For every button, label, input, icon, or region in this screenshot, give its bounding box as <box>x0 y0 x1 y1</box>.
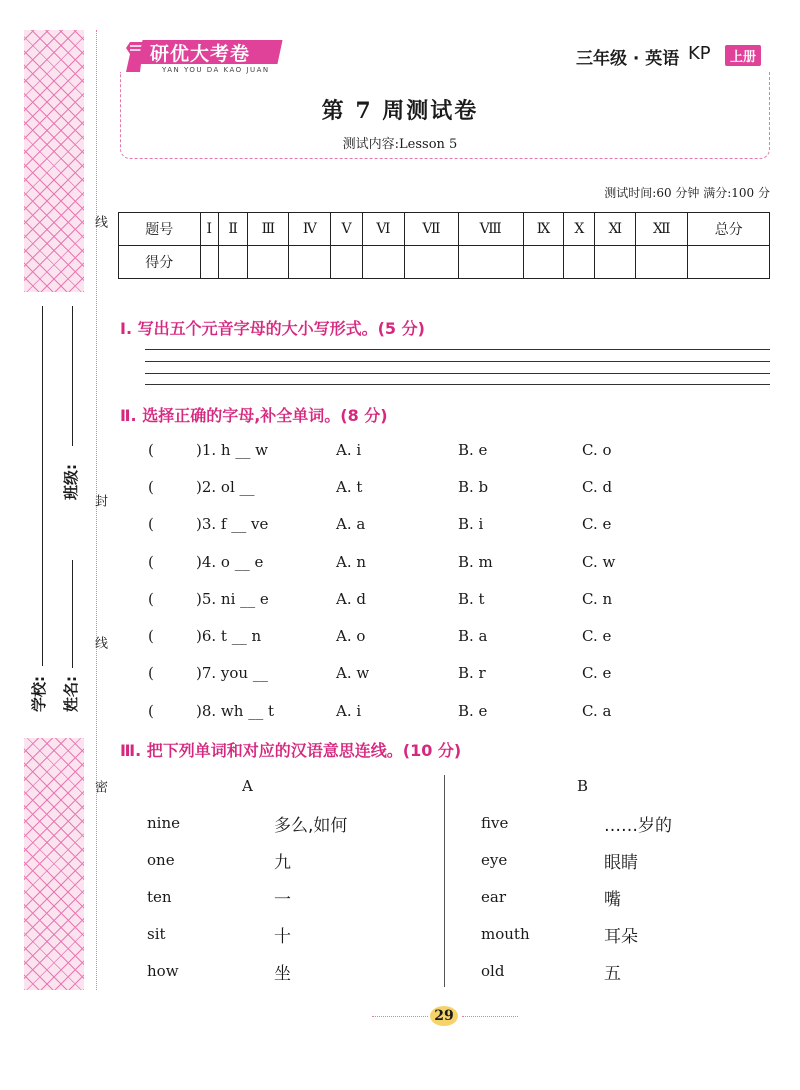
answer-line[interactable] <box>145 349 770 350</box>
section-3-title: Ⅲ. 把下列单词和对应的汉语意思连线。(10 分) <box>120 741 462 760</box>
match-b-meaning[interactable]: 耳朵 <box>604 927 638 947</box>
margin-hatch-bottom <box>24 738 84 990</box>
column-b-label: B <box>577 777 589 795</box>
option-c: C. e <box>582 627 612 645</box>
match-b-word[interactable]: ear <box>481 888 506 906</box>
score-cell[interactable] <box>405 246 459 279</box>
option-c: C. a <box>582 702 612 720</box>
option-a: A. o <box>336 627 366 645</box>
score-cell[interactable] <box>331 246 362 279</box>
col-header: Ⅺ <box>595 213 636 246</box>
test-content: 测试内容:Lesson 5 <box>342 137 458 152</box>
answer-line[interactable] <box>145 361 770 362</box>
question-stem: )4. o __ e <box>196 553 264 571</box>
option-a: A. a <box>336 515 366 533</box>
grade-subject: 三年级 · 英语 <box>576 49 680 69</box>
match-a-meaning[interactable]: 十 <box>274 927 291 947</box>
option-b: B. a <box>458 627 488 645</box>
score-cell[interactable] <box>289 246 331 279</box>
seal-text-xian-top: 线 <box>92 215 107 228</box>
question-stem: )7. you __ <box>196 664 268 682</box>
match-a-word[interactable]: sit <box>147 925 166 943</box>
page-number-line-right <box>462 1016 518 1017</box>
col-header: Ⅴ <box>331 213 362 246</box>
section-1-title: Ⅰ. 写出五个元音字母的大小写形式。(5 分) <box>120 319 425 338</box>
logo-text: 研优大考卷 <box>150 43 251 65</box>
match-b-meaning[interactable]: 嘴 <box>604 890 621 910</box>
page-number: 29 <box>430 1006 458 1026</box>
match-a-word[interactable]: nine <box>147 814 180 832</box>
col-header: Ⅰ <box>200 213 218 246</box>
option-c: C. e <box>582 515 612 533</box>
col-header: Ⅸ <box>523 213 564 246</box>
col-header: Ⅷ <box>458 213 523 246</box>
score-row <box>119 246 770 279</box>
match-a-word[interactable]: one <box>147 851 175 869</box>
match-b-meaning[interactable]: 五 <box>604 964 621 984</box>
option-c: C. w <box>582 553 616 571</box>
match-b-word[interactable]: five <box>481 814 509 832</box>
score-cell[interactable] <box>564 246 595 279</box>
answer-bracket[interactable]: ( <box>148 515 154 533</box>
question-stem: )2. ol __ <box>196 478 255 496</box>
question-stem: )1. h __ w <box>196 441 268 459</box>
binding-dotted-line <box>96 30 97 990</box>
column-divider <box>444 775 445 987</box>
option-b: B. e <box>458 441 488 459</box>
total-score-cell[interactable] <box>688 246 770 279</box>
answer-bracket[interactable]: ( <box>148 441 154 459</box>
class-label: 班级: <box>62 464 80 500</box>
question-stem: )8. wh __ t <box>196 702 274 720</box>
score-cell[interactable] <box>595 246 636 279</box>
answer-bracket[interactable]: ( <box>148 702 154 720</box>
match-a-meaning[interactable]: 多么,如何 <box>274 816 348 836</box>
section-2-title: Ⅱ. 选择正确的字母,补全单词。(8 分) <box>120 406 388 425</box>
name-label: 姓名: <box>62 676 80 712</box>
column-a-label: A <box>242 777 253 795</box>
answer-line[interactable] <box>145 384 770 385</box>
answer-bracket[interactable]: ( <box>148 590 154 608</box>
answer-bracket[interactable]: ( <box>148 664 154 682</box>
row-label: 得分 <box>119 246 201 279</box>
volume-badge: 上册 <box>725 45 761 66</box>
match-b-word[interactable]: eye <box>481 851 508 869</box>
option-b: B. t <box>458 590 485 608</box>
option-c: C. n <box>582 590 613 608</box>
match-b-meaning[interactable]: 眼睛 <box>604 853 638 873</box>
seal-text-mi: 密 <box>92 780 107 793</box>
score-cell[interactable] <box>200 246 218 279</box>
option-a: A. n <box>336 553 367 571</box>
option-a: A. d <box>336 590 366 608</box>
col-header: Ⅵ <box>362 213 404 246</box>
score-cell[interactable] <box>523 246 564 279</box>
col-header: Ⅹ <box>564 213 595 246</box>
option-b: B. m <box>458 553 493 571</box>
seal-text-xian-mid: 线 <box>92 636 107 649</box>
school-label: 学校: <box>30 676 48 712</box>
page-title: 第 7 周测试卷 <box>321 98 479 124</box>
answer-bracket[interactable]: ( <box>148 478 154 496</box>
option-b: B. e <box>458 702 488 720</box>
col-header: Ⅲ <box>248 213 289 246</box>
question-stem: )5. ni __ e <box>196 590 269 608</box>
score-cell[interactable] <box>458 246 523 279</box>
option-a: A. i <box>336 702 362 720</box>
match-a-word[interactable]: ten <box>147 888 172 906</box>
col-header: Ⅱ <box>218 213 248 246</box>
match-b-meaning[interactable]: ……岁的 <box>604 816 672 836</box>
match-b-word[interactable]: old <box>481 962 505 980</box>
question-number-row <box>119 213 770 246</box>
score-cell[interactable] <box>636 246 688 279</box>
class-input-line[interactable] <box>72 306 73 446</box>
page-number-line-left <box>372 1016 428 1017</box>
option-a: A. t <box>336 478 363 496</box>
match-b-word[interactable]: mouth <box>481 925 530 943</box>
total-header: 总分 <box>688 213 770 246</box>
brand-logo <box>120 36 280 76</box>
option-c: C. d <box>582 478 613 496</box>
score-table <box>118 212 770 279</box>
match-a-meaning[interactable]: 坐 <box>274 964 291 984</box>
question-stem: )3. f __ ve <box>196 515 269 533</box>
col-header: Ⅶ <box>405 213 459 246</box>
score-cell[interactable] <box>218 246 248 279</box>
option-b: B. b <box>458 478 489 496</box>
option-b: B. r <box>458 664 486 682</box>
logo-subtext: YAN YOU DA KAO JUAN <box>162 66 270 74</box>
option-b: B. i <box>458 515 484 533</box>
margin-hatch-top <box>24 30 84 292</box>
match-a-word[interactable]: how <box>147 962 179 980</box>
time-info: 测试时间:60 分钟 满分:100 分 <box>604 186 770 200</box>
school-input-line[interactable] <box>42 306 43 666</box>
match-a-meaning[interactable]: 一 <box>274 890 291 910</box>
question-stem: )6. t __ n <box>196 627 262 645</box>
seal-text-feng: 封 <box>92 494 107 507</box>
score-cell[interactable] <box>248 246 289 279</box>
answer-bracket[interactable]: ( <box>148 553 154 571</box>
option-a: A. i <box>336 441 362 459</box>
option-c: C. e <box>582 664 612 682</box>
answer-bracket[interactable]: ( <box>148 627 154 645</box>
name-input-line[interactable] <box>72 560 73 668</box>
score-cell[interactable] <box>362 246 404 279</box>
option-c: C. o <box>582 441 612 459</box>
col-header: Ⅳ <box>289 213 331 246</box>
option-a: A. w <box>336 664 370 682</box>
answer-line[interactable] <box>145 373 770 374</box>
match-a-meaning[interactable]: 九 <box>274 853 291 873</box>
edition-label: KP <box>688 43 711 64</box>
row-label: 题号 <box>119 213 201 246</box>
col-header: Ⅻ <box>636 213 688 246</box>
